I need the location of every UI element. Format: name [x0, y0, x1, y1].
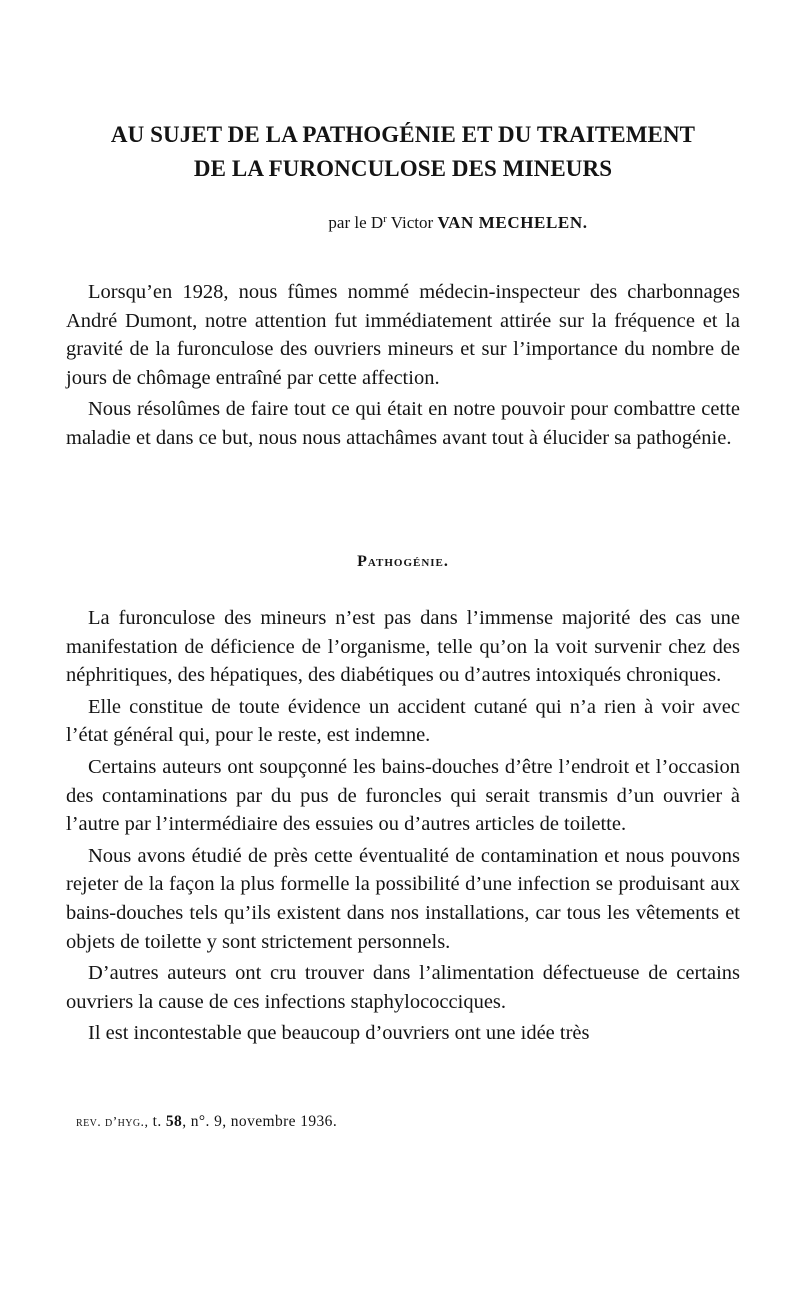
footer-tome: 58: [165, 1113, 183, 1130]
byline-author-surname: VAN MECHELEN.: [437, 213, 588, 232]
byline-given-name: Victor: [386, 213, 438, 232]
body-section: [66, 604, 740, 1051]
paragraph: Elle constitue de toute évidence un accident cutané qui n’a rien à voir avec l’état général qui, pour le reste, est indemne.: [66, 695, 740, 747]
paragraph: D’autres auteurs ont cru trouver dans l’alimentation défectueuse de certains ouvriers la cause de ces infections staphylococciques.: [66, 962, 740, 1013]
footer-tome-label: t.: [148, 1113, 166, 1130]
byline-title-superscript: r: [383, 213, 387, 225]
paragraph: Nous résolûmes de faire tout ce qui était en notre pouvoir pour combattre cette maladie et dans ce but, nous nous attachâmes avant tout à élucider sa pathogénie.: [66, 398, 740, 449]
section-heading: Pathogénie.: [357, 553, 449, 570]
article-title: [66, 118, 740, 186]
article-title-line-1: AU SUJET DE LA PATHOGÉNIE ET DU TRAITEMENT: [110, 122, 696, 147]
footer-journal: rev. d’hyg.,: [76, 1115, 149, 1130]
article-title-line-2: DE LA FURONCULOSE DES MINEURS: [193, 156, 613, 181]
paragraph: Nous avons étudié de près cette éventualité de contamination et nous pouvons rejeter de la façon la plus formelle la possibilité d’une infection se produisant aux bains-douches tels qu’ils existent dans nos installations, car tous les vêtements et objets de toilette y sont strictement personnels.: [66, 844, 740, 953]
paragraph: Il est incontestable que beaucoup d’ouvriers ont une idée très: [88, 1022, 590, 1045]
intro-section: [66, 278, 740, 456]
paragraph: Lorsqu’en 1928, nous fûmes nommé médecin-inspecteur des charbonnages André Dumont, notre attention fut immédiatement attirée sur la fréquence et la gravité de la furonculose des ouvriers mineurs et sur l’importance du nombre de jours de chômage entraîné par cette affection.: [66, 281, 740, 389]
page-footer-citation: [76, 1112, 337, 1133]
paragraph: Certains auteurs ont soupçonné les bains-douches d’être l’endroit et l’occasion des contaminations par du pus de furoncles qui serait transmis d’un ouvrier à l’autre par l’intermédiaire des essuies ou d’autres articles de toilette.: [66, 755, 740, 836]
paragraph: La furonculose des mineurs n’est pas dans l’immense majorité des cas une manifestation de déficience de l’organisme, telle qu’on la voit survenir chez des néphritiques, des hépatiques, des diabétiques ou d’autres intoxiqués chroniques.: [66, 607, 740, 687]
article-byline: [66, 208, 740, 234]
byline-prefix: par le D: [328, 213, 384, 232]
footer-issue: , n°. 9, novembre 1936.: [182, 1113, 338, 1130]
